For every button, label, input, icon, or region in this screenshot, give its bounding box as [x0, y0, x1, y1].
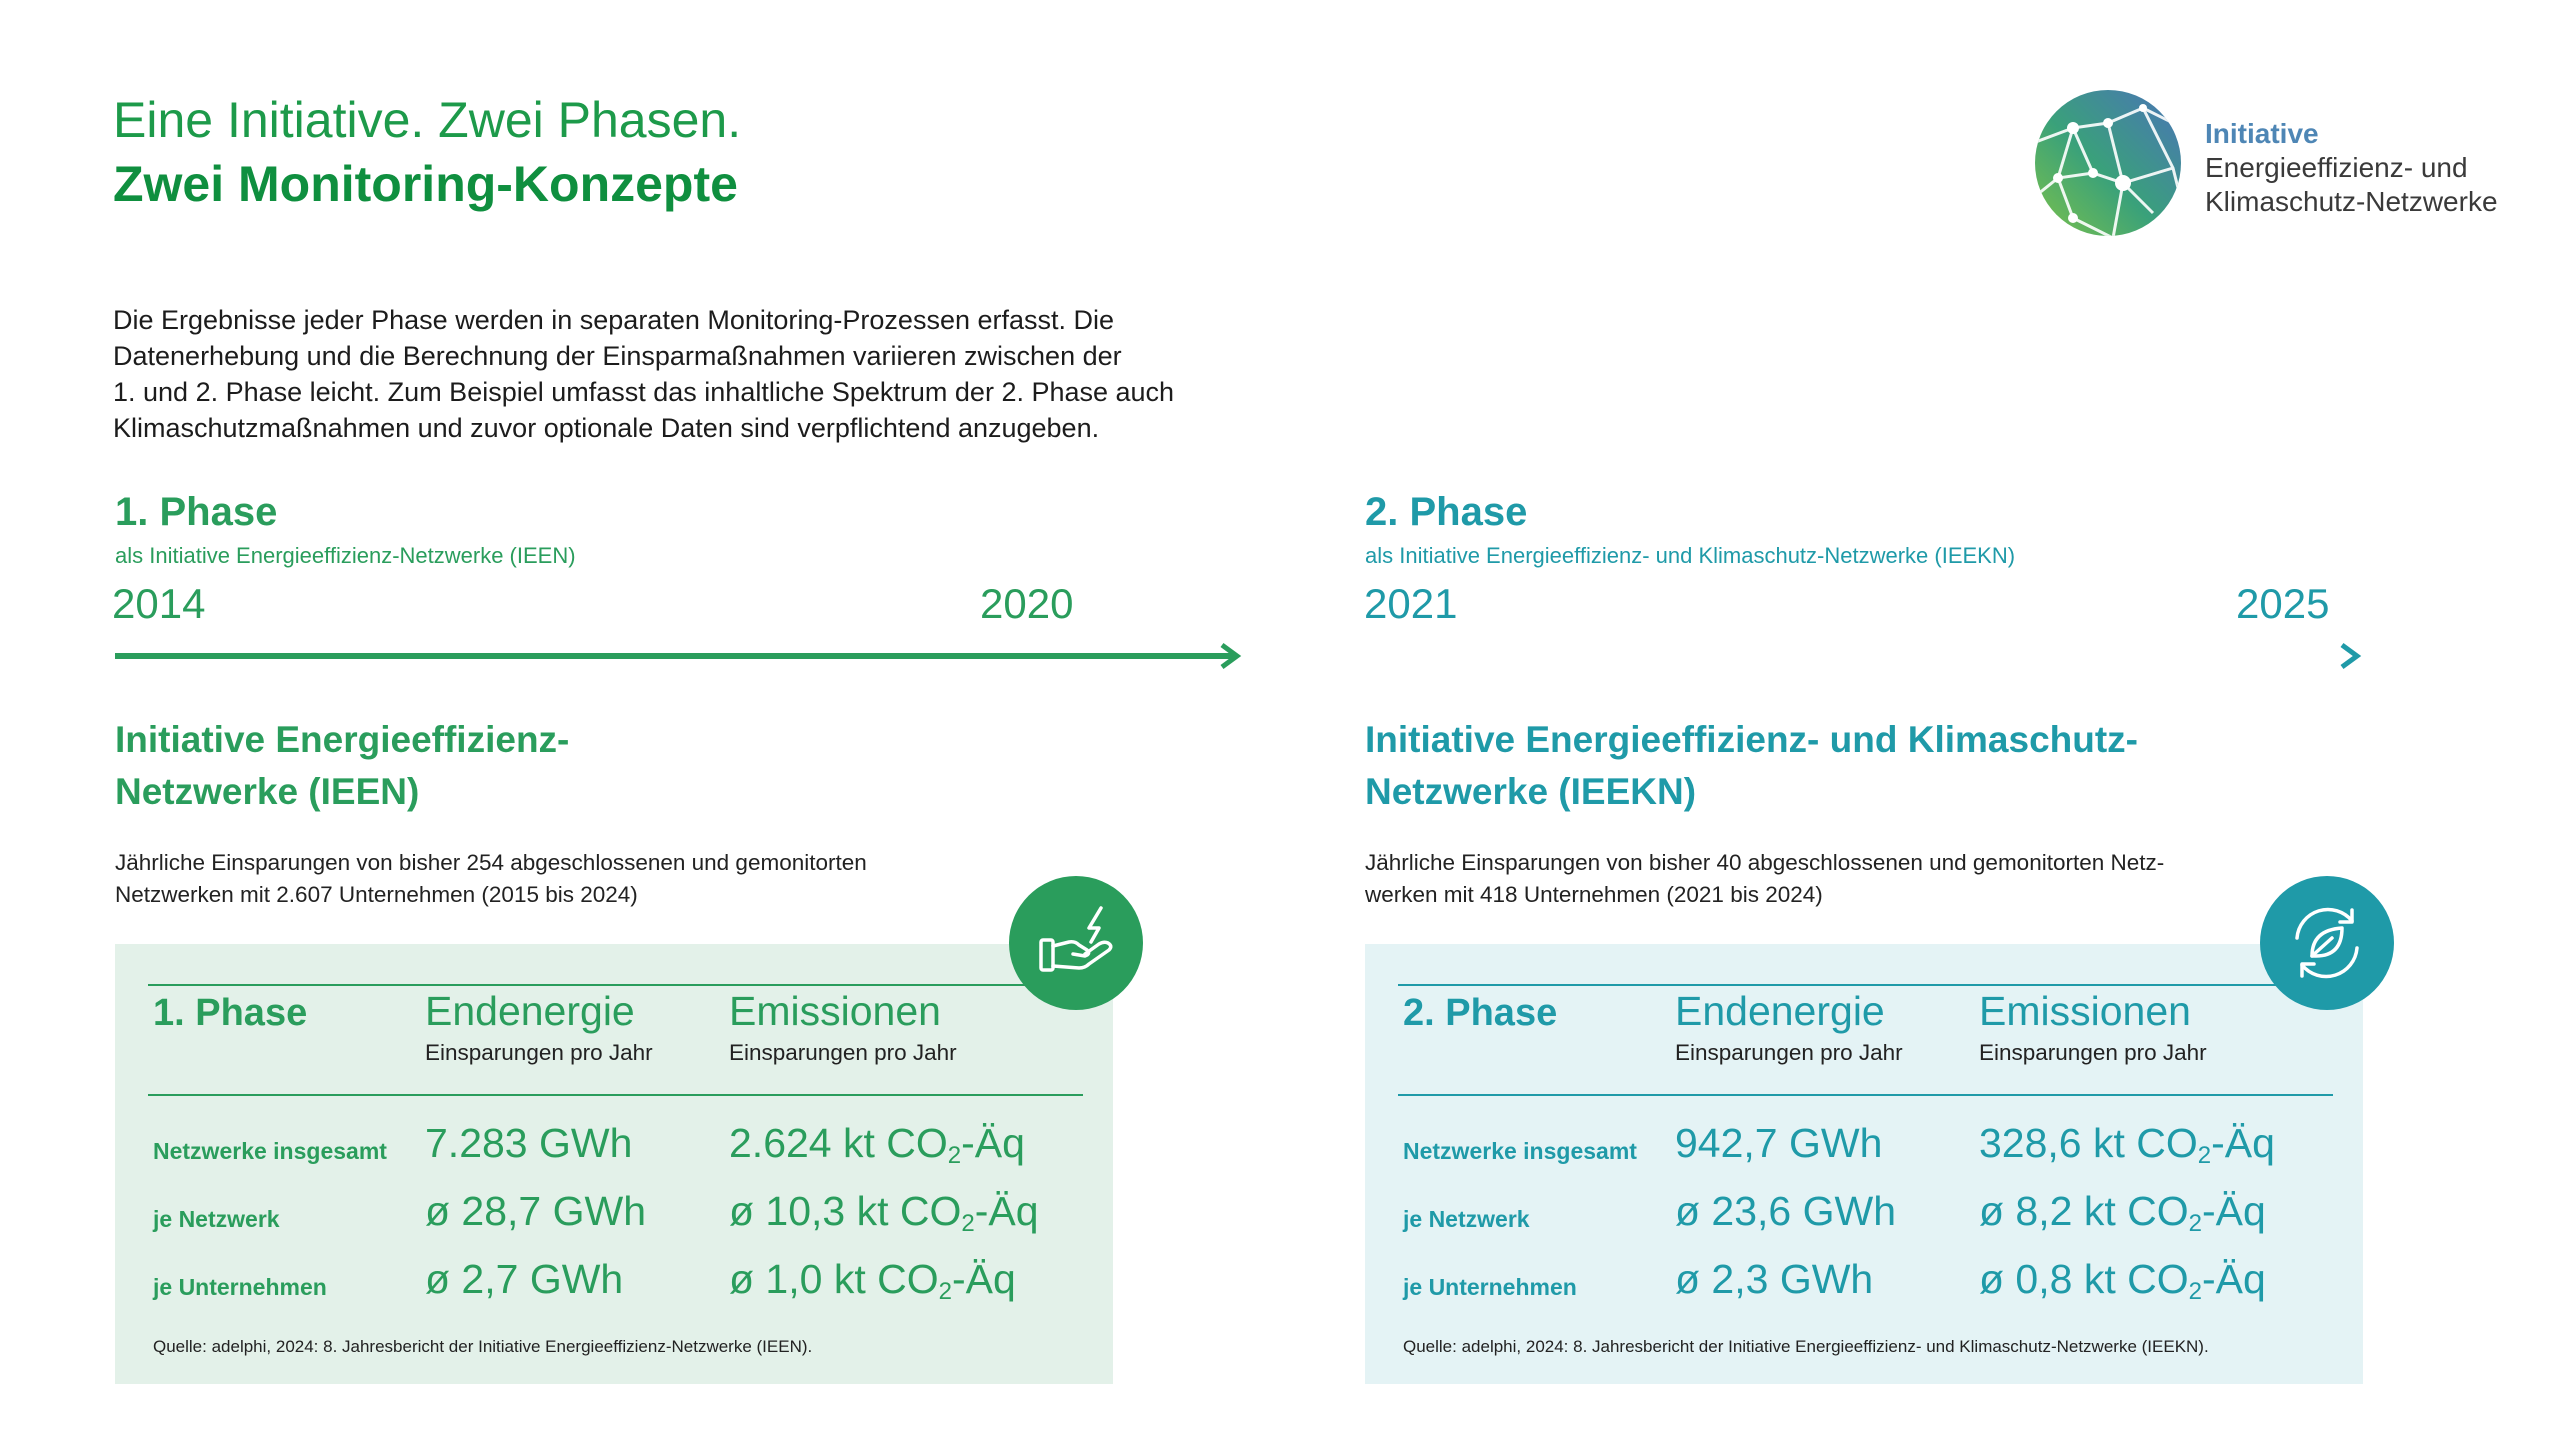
- intro-line: 1. und 2. Phase leicht. Zum Beispiel umfasst das inhaltliche Spektrum der 2. Phase auch: [113, 377, 1175, 407]
- page-title-line2: Zwei Monitoring-Konzepte: [113, 156, 738, 212]
- emission-text: ø 1,0 kt CO: [729, 1256, 939, 1302]
- phase1-title: 1. Phase: [115, 490, 278, 534]
- col-emissionen-sub: Einsparungen pro Jahr: [1979, 1040, 2207, 1065]
- col-endenergie-sub: Einsparungen pro Jahr: [1675, 1040, 1903, 1065]
- panel-header-divider: [1398, 1094, 2333, 1096]
- phase2-subtitle: als Initiative Energieeffizienz- und Klimaschutz-Netzwerke (IEEKN): [1365, 543, 2016, 568]
- badge-phase2: [2260, 876, 2394, 1010]
- logo-text-initiative: Initiative: [2205, 118, 2319, 149]
- row-emission-value: [1979, 1120, 2275, 1167]
- description-line: Netzwerken mit 2.607 Unternehmen (2015 bis 2024): [115, 882, 638, 907]
- emission-suffix: -Äq: [974, 1188, 1039, 1234]
- row-label: je Unternehmen: [1403, 1274, 1577, 1300]
- row-label: Netzwerke insgesamt: [1403, 1138, 1637, 1164]
- intro-paragraph: [113, 302, 1363, 446]
- row-label: je Unternehmen: [153, 1274, 327, 1300]
- row-energy-value: ø 2,3 GWh: [1675, 1256, 1874, 1302]
- phase2-description: [1365, 847, 2265, 911]
- timeline: [0, 630, 2560, 680]
- emission-suffix: -Äq: [961, 1120, 1025, 1166]
- phase1-year-start: 2014: [112, 580, 206, 627]
- badge-phase1: [1009, 876, 1143, 1010]
- col-emissionen-sub: Einsparungen pro Jahr: [729, 1040, 957, 1065]
- network-globe-icon: [2033, 88, 2183, 238]
- row-label: Netzwerke insgesamt: [153, 1138, 387, 1164]
- phase1-section-title: [115, 714, 1015, 818]
- panel-top-divider: [148, 984, 1083, 986]
- emission-subscript: 2: [2188, 1278, 2202, 1305]
- phase1-year-end: 2020: [980, 580, 1074, 627]
- phase2-title: 2. Phase: [1365, 490, 1528, 534]
- description-line: werken mit 418 Unternehmen (2021 bis 2024): [1365, 882, 1823, 907]
- emission-subscript: 2: [2197, 1142, 2212, 1169]
- leaf-cycle-icon: [2260, 876, 2394, 1010]
- description-line: Jährliche Einsparungen von bisher 254 abgeschlossenen und gemonitorten: [115, 850, 867, 875]
- emission-suffix: -Äq: [2211, 1120, 2275, 1166]
- intro-line: Datenerhebung und die Berechnung der Einsparmaßnahmen variieren zwischen der: [113, 341, 1122, 371]
- phase2-arrow: [1240, 645, 2357, 667]
- phase1-arrow: [115, 645, 1237, 667]
- row-energy-value: ø 23,6 GWh: [1675, 1188, 1897, 1234]
- emission-subscript: 2: [2188, 1210, 2202, 1237]
- row-emission-value: [1979, 1188, 2266, 1235]
- emission-text: ø 10,3 kt CO: [729, 1188, 962, 1234]
- emission-suffix: -Äq: [951, 1256, 1016, 1302]
- row-emission-value: [729, 1256, 1016, 1303]
- intro-line: Klimaschutzmaßnahmen und zuvor optionale Daten sind verpflichtend anzugeben.: [113, 413, 1100, 443]
- emission-suffix: -Äq: [2201, 1188, 2266, 1234]
- emission-subscript: 2: [961, 1210, 975, 1237]
- row-energy-value: ø 2,7 GWh: [425, 1256, 624, 1302]
- emission-text: ø 0,8 kt CO: [1979, 1256, 2189, 1302]
- table-header-phase: 1. Phase: [153, 992, 308, 1034]
- col-emissionen-title: Emissionen: [1979, 988, 2191, 1034]
- emission-text: ø 8,2 kt CO: [1979, 1188, 2189, 1234]
- phase1-subtitle: als Initiative Energieeffizienz-Netzwerke (IEEN): [115, 543, 576, 568]
- col-emissionen-title: Emissionen: [729, 988, 941, 1034]
- logo-text-line2: Energieeffizienz- und: [2205, 152, 2468, 183]
- logo-text-line3: Klimaschutz-Netzwerke: [2205, 186, 2498, 217]
- phase1-description: [115, 847, 1015, 911]
- row-energy-value: 942,7 GWh: [1675, 1120, 1883, 1166]
- row-label: je Netzwerk: [153, 1206, 280, 1232]
- source-note: Quelle: adelphi, 2024: 8. Jahresbericht der Initiative Energieeffizienz-Netzwerke (IEEN).: [153, 1337, 813, 1356]
- table-header-phase: 2. Phase: [1403, 992, 1558, 1034]
- phase2-year-end: 2025: [2236, 580, 2330, 627]
- phase2-section-title: [1365, 714, 2265, 818]
- row-energy-value: ø 28,7 GWh: [425, 1188, 647, 1234]
- phase1-results-panel: [115, 944, 1113, 1384]
- col-endenergie-title: Endenergie: [425, 988, 635, 1034]
- row-emission-value: [729, 1188, 1039, 1235]
- panel-top-divider: [1398, 984, 2333, 986]
- emission-subscript: 2: [947, 1142, 962, 1169]
- panel-header-divider: [148, 1094, 1083, 1096]
- col-endenergie-title: Endenergie: [1675, 988, 1885, 1034]
- col-endenergie-sub: Einsparungen pro Jahr: [425, 1040, 653, 1065]
- section-title-line: Initiative Energieeffizienz- und Klimaschutz-: [1365, 719, 2138, 760]
- emission-suffix: -Äq: [2201, 1256, 2266, 1302]
- intro-line: Die Ergebnisse jeder Phase werden in separaten Monitoring-Prozessen erfasst. Die: [113, 305, 1115, 335]
- section-title-line: Netzwerke (IEEN): [115, 771, 420, 812]
- source-note: Quelle: adelphi, 2024: 8. Jahresbericht der Initiative Energieeffizienz- und Klimaschutz-Netzwerke (IEEKN).: [1403, 1337, 2209, 1356]
- section-title-line: Netzwerke (IEEKN): [1365, 771, 1697, 812]
- emission-text: 2.624 kt CO: [729, 1120, 948, 1166]
- phase2-year-start: 2021: [1364, 580, 1458, 627]
- row-emission-value: [729, 1120, 1025, 1167]
- row-emission-value: [1979, 1256, 2266, 1303]
- row-label: je Netzwerk: [1403, 1206, 1530, 1232]
- phase2-results-panel: [1365, 944, 2363, 1384]
- row-energy-value: 7.283 GWh: [425, 1120, 633, 1166]
- emission-text: 328,6 kt CO: [1979, 1120, 2198, 1166]
- page-title-line1: Eine Initiative. Zwei Phasen.: [113, 92, 742, 148]
- emission-subscript: 2: [938, 1278, 952, 1305]
- hand-energy-icon: [1009, 876, 1143, 1010]
- section-title-line: Initiative Energieeffizienz-: [115, 719, 570, 760]
- description-line: Jährliche Einsparungen von bisher 40 abgeschlossenen und gemonitorten Netz-: [1365, 850, 2165, 875]
